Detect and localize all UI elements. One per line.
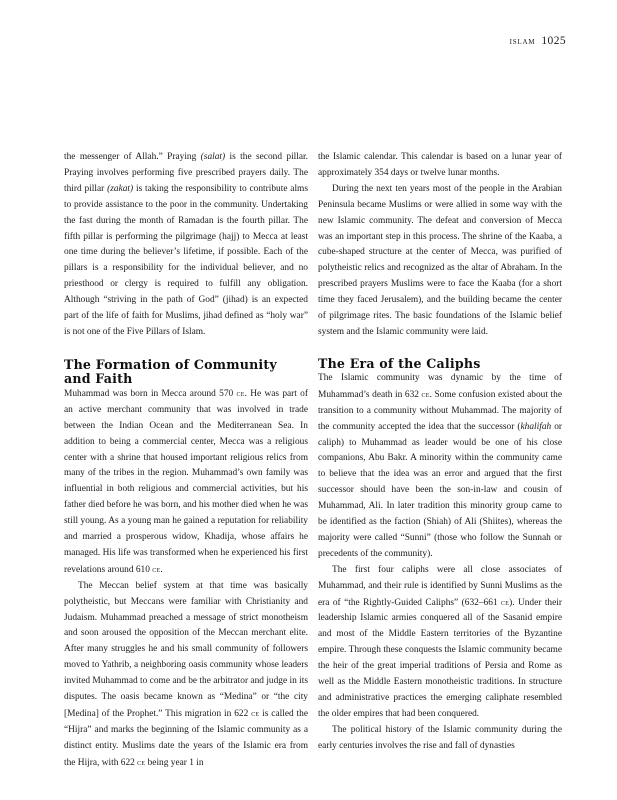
era-abbrev: ce <box>137 756 146 767</box>
paragraph: The Meccan belief system at that time was basically polytheistic, but Meccans were familiar with Christianity and Judaism. Muhammad preached a message of strict monotheism and soon aroused the opposition of the Meccan merchant elite. After many struggles he and his small community of followers moved to Yathrib, a neighboring oasis community whose leaders invited Muhammad to come and be the arbitrator and judge in its disputes. The oasis became known as “Medina” or “the city [Medina] of the Prophet.” This migration in 622 ce is called the “Hijra” and marks the beginning of the Islamic community as a distinct entity. Muslims date the years of the Islamic era from the Hijra, with 622 ce being year 1 in <box>64 580 308 768</box>
italic-term: (zakat) <box>107 183 134 194</box>
paragraph: The political history of the Islamic community during the early centuries involves the rise and fall of dynasties <box>318 724 562 751</box>
page-number: 1025 <box>541 35 566 47</box>
section-heading-caliphs: The Era of the Caliphs <box>318 355 481 371</box>
paragraph: The Islamic community was dynamic by the time of Muhammad’s death in 632 ce. Some confusion existed about the transition to a community without Muhammad. The majority of the community accepted the idea that the successor (khalifah or caliph) to Muhammad as leader would be one of his close companions, Abu Bakr. A minority within the community came to believe that the idea was an error and argued that the first successor should have been the son-in-law and cousin of Muhammad, Ali. In later tradition this minority group came to be identified as the faction (Shiah) of Ali (Shiites), whereas the majority were called “Sunni” (those who follow the Sunnah or precedents of the community). <box>318 372 562 559</box>
era-abbrev: ce <box>421 388 430 399</box>
section-heading-formation: The Formation of Community and Faith <box>64 356 277 386</box>
right-column <box>318 150 562 755</box>
paragraph: the messenger of Allah.” Praying (salat) is the second pillar. Praying involves performing five prescribed prayers daily. The third pillar (zakat) is taking the responsibility to contribute alms to provide assistance to the poor in the community. Undertaking the fast during the month of Ramadan is the fourth pillar. The fifth pillar is performing the pilgrimage (hajj) to Mecca at least one time during the believer’s lifetime, if possible. Each of the pillars is a responsibility for the individual believer, and no priesthood or clergy is required to fulfill any obligation. Although “striving in the path of God” (jihad) is an expected part of the life of faith for Muslims, jihad defined as “holy war” is not one of the Five Pillars of Islam. <box>64 152 308 337</box>
paragraph: Muhammad was born in Mecca around 570 ce. He was part of an active merchant community that was involved in trade between the Indian Ocean and the Mediterranean Sea. In addition to being a commercial center, Mecca was a religious center with a shrine that housed important religious relics from many of the tribes in the region. Muhammad’s own family was influential in both religious and commercial activities, but his father died before he was born, and his mother died when he was still young. As a young man he gained a reputation for reliability and married a prosperous widow, Khadija, whose affairs he managed. His life was transformed when he experienced his first revelations around 610 ce. <box>64 387 308 575</box>
era-abbrev: ce <box>236 387 245 398</box>
era-abbrev: ce <box>251 708 260 718</box>
running-title: islam <box>509 37 536 47</box>
italic-term: khalifah <box>520 421 552 432</box>
left-column <box>64 150 308 772</box>
era-abbrev: ce <box>152 563 161 574</box>
paragraph: The first four caliphs were all close associates of Muhammad, and their rule is identified by Sunni Muslims as the era of “the Rightly-Guided Caliphs” (632–661 ce). Under their leadership Islamic armies conquered all of the Sasanid empire and most of the Middle Eastern territories of the Byzantine empire. Through these conquests the Islamic community became the heir of the great imperial traditions of Persia and Rome as well as the Middle Eastern monotheistic traditions. In structure and administrative practices the emerging caliphate resembled the older empires that had been conquered. <box>318 564 562 719</box>
italic-term: (salat) <box>200 152 226 162</box>
paragraph: During the next ten years most of the people in the Arabian Peninsula became Muslims or were allied in some way with the new Islamic community. The defeat and conversion of Mecca was an important step in this process. The shrine of the Kaaba, a cube-shaped structure at the center of Mecca, was purified of polytheistic relics and recognized as the altar of Abraham. In the prescribed prayers Muslims were to face the Kaaba (for a short time they faced Jerusalem), and the building became the center of pilgrimage rites. The basic foundations of the Islamic belief system and the Islamic community were laid. <box>318 183 562 337</box>
era-abbrev: ce <box>501 596 510 607</box>
running-head <box>510 35 566 47</box>
paragraph: the Islamic calendar. This calendar is based on a lunar year of approximately 354 days or twelve lunar months. <box>318 152 562 178</box>
